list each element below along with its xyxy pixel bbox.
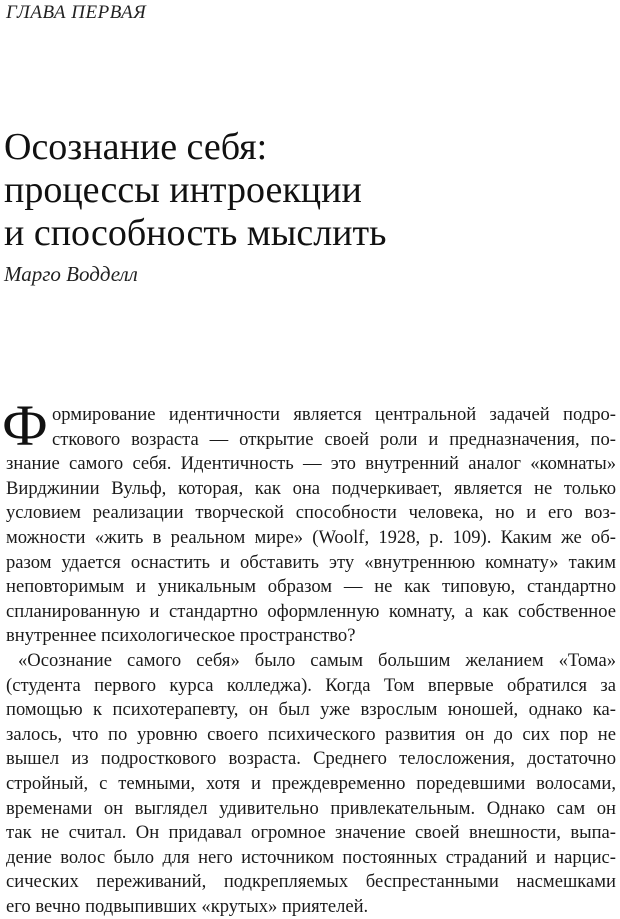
text-line: внутреннее психологическое пространство?: [6, 625, 356, 647]
text-line: «Осознание самого себя» было самым большим желанием «Тома»: [18, 649, 616, 671]
paragraph-1: [6, 403, 616, 649]
text-line: знание самого себя. Идентичность — это внутренний аналог «комнаты»: [6, 453, 616, 475]
text-line: сических переживаний, подкрепляемых беспрестанными насмешками: [6, 871, 616, 893]
text-line: залось, что по уровню своего психического развития он до сих пор не: [6, 723, 616, 745]
text-line: так не считал. Он придавал огромное значение своей внешности, выпа-: [6, 822, 616, 844]
author-name: Марго Водделл: [4, 262, 138, 286]
text-line: (студента первого курса колледжа). Когда Том впервые обратился за: [6, 674, 616, 696]
chapter-title-line: Осознание себя:: [4, 126, 268, 168]
chapter-title-line: и способность мыслить: [4, 212, 387, 254]
text-line: сткового возраста — открытие своей роли и предназначения, по-: [52, 428, 616, 450]
text-line: его вечно подвыпивших «крутых» приятелей.: [6, 895, 369, 917]
text-line: ормирование идентичности является центральной задачей подро-: [52, 404, 616, 425]
chapter-title-line: процессы интроекции: [4, 169, 362, 211]
text-line: помощью к психотерапевту, он был уже взрослым юношей, однако ка-: [6, 699, 616, 721]
text-line: разом удается оснастить и обставить эту «внутреннюю комнату» таким: [6, 551, 616, 573]
text-line: спланированную и стандартно оформленную комнату, а как собственное: [6, 600, 616, 622]
text-line: неповторимым и уникальным образом — не как типовую, стандартно: [6, 576, 616, 598]
drop-cap: Ф: [2, 393, 48, 458]
chapter-label: ГЛАВА ПЕРВАЯ: [6, 2, 147, 23]
text-line: условием реализации творческой способности человека, но и его воз-: [6, 502, 616, 524]
text-line: можности «жить в реальном мире» (Woolf, 1928, p. 109). Каким же об-: [6, 526, 616, 548]
text-line: вышел из подросткового возраста. Среднего телосложения, достаточно: [6, 748, 616, 770]
text-line: Вирджинии Вульф, которая, как она подчеркивает, является не только: [6, 477, 616, 499]
paragraph-2: [6, 649, 616, 919]
text-line: стройный, с темными, хотя и преждевременно поредевшими волосами,: [6, 772, 616, 794]
text-line: временами он выглядел удивительно привлекательным. Однако сам он: [6, 797, 616, 819]
body-text: [2, 393, 616, 919]
chapter-title: [4, 126, 386, 255]
text-line: дение волос было для него источником постоянных страданий и нарцис-: [6, 846, 616, 868]
